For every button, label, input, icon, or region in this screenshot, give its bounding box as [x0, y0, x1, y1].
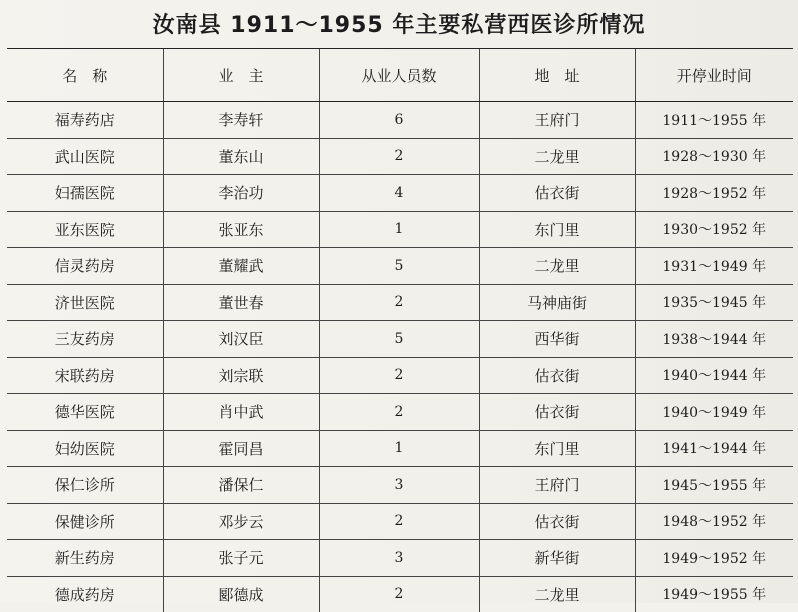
- table-row: [7, 138, 793, 175]
- cell-staff-count: 2: [319, 357, 479, 394]
- cell-name: 信灵药房: [7, 248, 163, 285]
- cell-address: 估衣街: [479, 357, 635, 394]
- cell-staff-count: 2: [319, 576, 479, 612]
- header-staff-count: 从业人员数: [319, 49, 479, 102]
- cell-staff-count: 1: [319, 430, 479, 467]
- table-row: [7, 467, 793, 504]
- cell-address: 西华街: [479, 321, 635, 358]
- cell-name: 德华医院: [7, 394, 163, 431]
- table-row: [7, 576, 793, 612]
- table-row: [7, 394, 793, 431]
- cell-owner: 张子元: [163, 540, 319, 577]
- cell-owner: 董东山: [163, 138, 319, 175]
- cell-staff-count: 2: [319, 394, 479, 431]
- cell-name: 妇幼医院: [7, 430, 163, 467]
- cell-address: 二龙里: [479, 138, 635, 175]
- table-row: [7, 321, 793, 358]
- cell-operating-period: 1931～1949 年: [635, 248, 793, 285]
- header-address: 地 址: [479, 49, 635, 102]
- cell-owner: 潘保仁: [163, 467, 319, 504]
- cell-operating-period: 1938～1944 年: [635, 321, 793, 358]
- table-row: [7, 540, 793, 577]
- cell-name: 妇孺医院: [7, 175, 163, 212]
- cell-operating-period: 1949～1955 年: [635, 576, 793, 612]
- cell-staff-count: 1: [319, 211, 479, 248]
- cell-operating-period: 1911～1955 年: [635, 102, 793, 139]
- cell-address: 王府门: [479, 102, 635, 139]
- cell-staff-count: 3: [319, 467, 479, 504]
- cell-name: 武山医院: [7, 138, 163, 175]
- cell-address: 王府门: [479, 467, 635, 504]
- cell-staff-count: 2: [319, 284, 479, 321]
- cell-owner: 肖中武: [163, 394, 319, 431]
- cell-address: 马神庙街: [479, 284, 635, 321]
- table-row: [7, 430, 793, 467]
- cell-address: 估衣街: [479, 503, 635, 540]
- cell-owner: 董世春: [163, 284, 319, 321]
- cell-owner: 郾德成: [163, 576, 319, 612]
- cell-owner: 董耀武: [163, 248, 319, 285]
- cell-staff-count: 5: [319, 248, 479, 285]
- cell-name: 宋联药房: [7, 357, 163, 394]
- cell-operating-period: 1940～1944 年: [635, 357, 793, 394]
- table-row: [7, 284, 793, 321]
- cell-operating-period: 1948～1952 年: [635, 503, 793, 540]
- cell-name: 德成药房: [7, 576, 163, 612]
- cell-owner: 李寿轩: [163, 102, 319, 139]
- cell-staff-count: 2: [319, 138, 479, 175]
- table-row: [7, 503, 793, 540]
- cell-staff-count: 6: [319, 102, 479, 139]
- cell-operating-period: 1945～1955 年: [635, 467, 793, 504]
- cell-address: 东门里: [479, 211, 635, 248]
- cell-name: 亚东医院: [7, 211, 163, 248]
- page-title: 汝南县 1911～1955 年主要私营西医诊所情况: [0, 8, 798, 39]
- cell-owner: 霍同昌: [163, 430, 319, 467]
- cell-operating-period: 1935～1945 年: [635, 284, 793, 321]
- cell-address: 东门里: [479, 430, 635, 467]
- cell-name: 保健诊所: [7, 503, 163, 540]
- cell-address: 二龙里: [479, 248, 635, 285]
- table-row: [7, 211, 793, 248]
- cell-operating-period: 1928～1930 年: [635, 138, 793, 175]
- table-header-row: [7, 49, 793, 102]
- cell-operating-period: 1930～1952 年: [635, 211, 793, 248]
- header-name: 名 称: [7, 49, 163, 102]
- cell-owner: 刘汉臣: [163, 321, 319, 358]
- cell-owner: 张亚东: [163, 211, 319, 248]
- cell-name: 济世医院: [7, 284, 163, 321]
- cell-operating-period: 1941～1944 年: [635, 430, 793, 467]
- cell-staff-count: 4: [319, 175, 479, 212]
- cell-name: 保仁诊所: [7, 467, 163, 504]
- cell-name: 三友药房: [7, 321, 163, 358]
- cell-owner: 邓步云: [163, 503, 319, 540]
- cell-staff-count: 5: [319, 321, 479, 358]
- cell-operating-period: 1928～1952 年: [635, 175, 793, 212]
- table-row: [7, 102, 793, 139]
- table-row: [7, 248, 793, 285]
- table-row: [7, 175, 793, 212]
- clinic-table: [7, 48, 793, 612]
- cell-staff-count: 3: [319, 540, 479, 577]
- cell-staff-count: 2: [319, 503, 479, 540]
- cell-operating-period: 1940～1949 年: [635, 394, 793, 431]
- cell-address: 新华街: [479, 540, 635, 577]
- header-operating-period: 开停业时间: [635, 49, 793, 102]
- cell-address: 二龙里: [479, 576, 635, 612]
- cell-address: 估衣街: [479, 394, 635, 431]
- cell-operating-period: 1949～1952 年: [635, 540, 793, 577]
- table-row: [7, 357, 793, 394]
- table-body: [7, 102, 793, 612]
- cell-name: 新生药房: [7, 540, 163, 577]
- cell-owner: 李治功: [163, 175, 319, 212]
- cell-address: 估衣街: [479, 175, 635, 212]
- cell-owner: 刘宗联: [163, 357, 319, 394]
- cell-name: 福寿药店: [7, 102, 163, 139]
- header-owner: 业 主: [163, 49, 319, 102]
